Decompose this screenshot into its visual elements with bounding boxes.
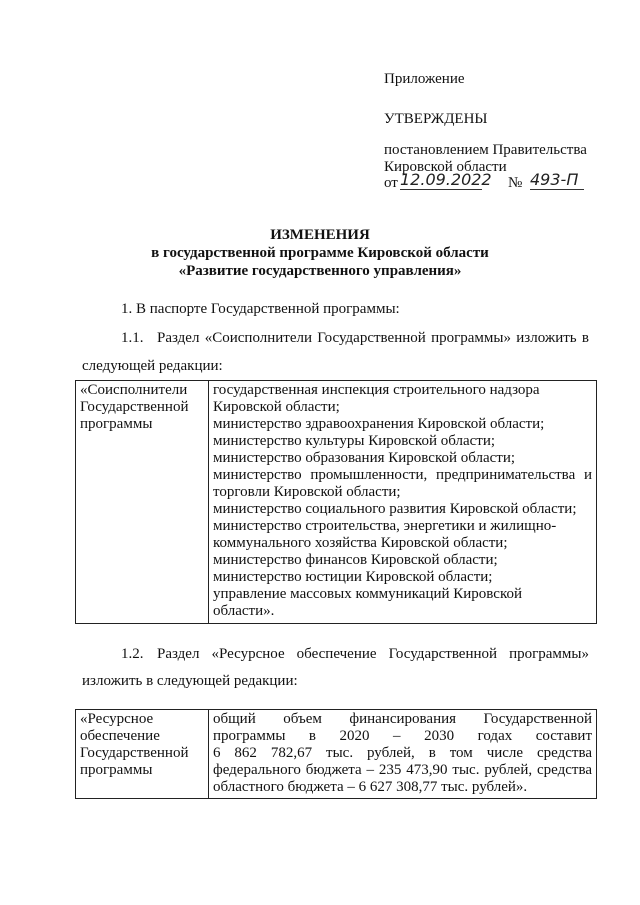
table1-right-line: министерство культуры Кировской области;	[213, 433, 496, 449]
table1-right-line: министерство здравоохранения Кировской области;	[213, 416, 545, 432]
approved-label: УТВЕРЖДЕНЫ	[384, 111, 488, 127]
item-1-2-number: 1.2.	[121, 646, 144, 662]
resource-table	[75, 709, 597, 799]
table1-right-line: министерство промышленности, предпринимательства и	[213, 467, 592, 483]
resolution-line-2: Кировской области	[384, 159, 507, 175]
document-subtitle-1: в государственной программе Кировской области	[151, 245, 489, 261]
handwritten-date: 12.09.2022	[400, 170, 492, 189]
table2-right-line: общий объем финансирования Государственной	[213, 711, 592, 727]
table1-right-line: министерство социального развития Кировской области;	[213, 501, 577, 517]
item-1-2-text-line-2: изложить в следующей редакции:	[82, 673, 298, 689]
number-label: №	[508, 175, 523, 191]
table2-left-line: программы	[80, 762, 153, 778]
table1-right-line: министерство образования Кировской области;	[213, 450, 516, 466]
table1-right-line: министерство строительства, энергетики и жилищно-	[213, 518, 557, 534]
item-1-1-text-line-1: Раздел «Соисполнители Государственной программы» изложить в	[157, 330, 589, 346]
table1-left-line: «Соисполнители	[80, 382, 188, 398]
table1-right-line: управление массовых коммуникаций Кировской	[213, 586, 523, 602]
table1-left-line: программы	[80, 416, 153, 432]
date-label: от	[384, 175, 398, 191]
table1-right-line: министерство финансов Кировской области;	[213, 552, 498, 568]
table1-right-line: торговли Кировской области;	[213, 484, 401, 500]
coexecutors-table	[75, 380, 597, 624]
coexecutors-table-content-cell	[209, 381, 597, 624]
table1-left-line: Государственной	[80, 399, 189, 415]
appendix-label: Приложение	[384, 71, 465, 87]
table2-right-line: федерального бюджета – 235 473,90 тыс. рублей, средства	[213, 762, 592, 778]
table1-right-line: области».	[213, 603, 275, 619]
table2-left-line: Государственной	[80, 745, 189, 761]
section-1-heading: 1. В паспорте Государственной программы:	[121, 301, 400, 317]
document-title: ИЗМЕНЕНИЯ	[270, 227, 370, 243]
handwritten-number: 493-П	[530, 170, 584, 190]
resource-table-label-cell	[76, 710, 209, 799]
item-1-1-number: 1.1.	[121, 330, 144, 346]
table1-right-line: министерство юстиции Кировской области;	[213, 569, 493, 585]
item-1-2-text-line-1: Раздел «Ресурсное обеспечение Государственной программы»	[157, 646, 589, 662]
table2-right-line: программы в 2020 – 2030 годах составит	[213, 728, 592, 744]
resource-table-content-cell	[209, 710, 597, 799]
table1-right-line: коммунального хозяйства Кировской области;	[213, 535, 508, 551]
coexecutors-table-label-cell	[76, 381, 209, 624]
table1-right-line: Кировской области;	[213, 399, 340, 415]
table2-left-line: обеспечение	[80, 728, 160, 744]
item-1-1-text-line-2: следующей редакции:	[82, 358, 223, 374]
resolution-line-1: постановлением Правительства	[384, 142, 587, 158]
table2-left-line: «Ресурсное	[80, 711, 154, 727]
table1-right-line: государственная инспекция строительного надзора	[213, 382, 540, 398]
table2-right-line: областного бюджета – 6 627 308,77 тыс. рублей».	[213, 779, 528, 795]
table2-right-line: 6 862 782,67 тыс. рублей, в том числе средства	[213, 745, 592, 761]
document-subtitle-2: «Развитие государственного управления»	[178, 263, 462, 279]
